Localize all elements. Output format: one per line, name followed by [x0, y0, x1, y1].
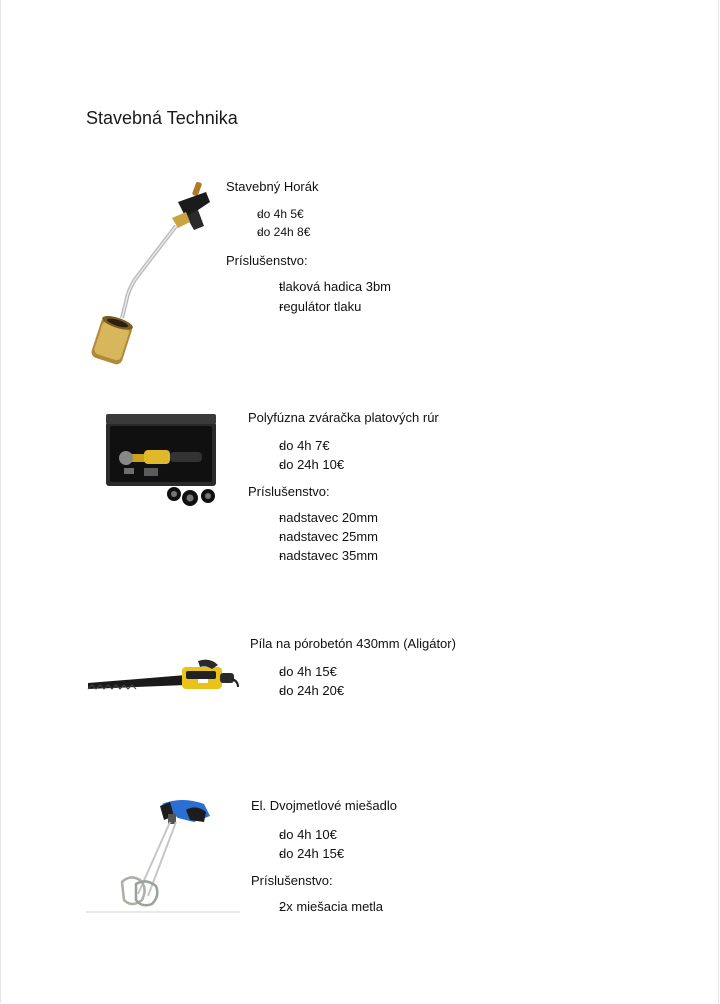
accessories-label: Príslušenstvo: — [226, 253, 308, 268]
product-name: Stavebný Horák — [226, 179, 319, 194]
price-list — [250, 664, 570, 702]
accessory-item: - regulátor tlaku — [226, 299, 526, 319]
page-title: Stavebná Technika — [86, 108, 238, 128]
price-list — [251, 827, 571, 865]
price-list — [248, 438, 568, 476]
price-item: - do 24h 20€ — [250, 683, 570, 702]
gas-torch-icon — [86, 178, 218, 368]
price-list — [226, 207, 526, 243]
product-name: Polyfúzna zváračka platových rúr — [248, 410, 439, 425]
price-item: - do 24h 15€ — [251, 846, 571, 865]
product-name: El. Dvojmetlové miešadlo — [251, 798, 397, 813]
price-item: - do 24h 10€ — [248, 457, 568, 476]
product-twin-paddle-mixer — [251, 798, 571, 918]
product-name: Píla na pórobetón 430mm (Aligátor) — [250, 636, 456, 651]
polyfusion-welder-case-icon — [104, 410, 218, 518]
price-item: - do 4h 10€ — [251, 827, 571, 846]
accessory-item: - nadstavec 35mm — [248, 548, 568, 567]
accessories-label: Príslušenstvo: — [251, 873, 333, 888]
accessories-list — [226, 279, 526, 319]
accessories-label: Príslušenstvo: — [248, 484, 330, 499]
price-item: - do 4h 15€ — [250, 664, 570, 683]
price-item: - do 4h 7€ — [248, 438, 568, 457]
product-gas-torch — [226, 179, 526, 319]
product-polyfusion-welder — [248, 410, 568, 567]
accessory-item: - tlaková hadica 3bm — [226, 279, 526, 299]
accessory-item: - 2x miešacia metla — [251, 899, 571, 918]
accessory-item: - nadstavec 20mm — [248, 510, 568, 529]
product-alligator-saw — [250, 636, 570, 702]
accessories-list — [251, 899, 571, 918]
price-item: - do 4h 5€ — [226, 207, 526, 225]
accessories-list — [248, 510, 568, 567]
twin-paddle-mixer-icon — [86, 796, 240, 914]
price-item: - do 24h 8€ — [226, 225, 526, 243]
alligator-saw-icon — [86, 655, 240, 697]
accessory-item: - nadstavec 25mm — [248, 529, 568, 548]
